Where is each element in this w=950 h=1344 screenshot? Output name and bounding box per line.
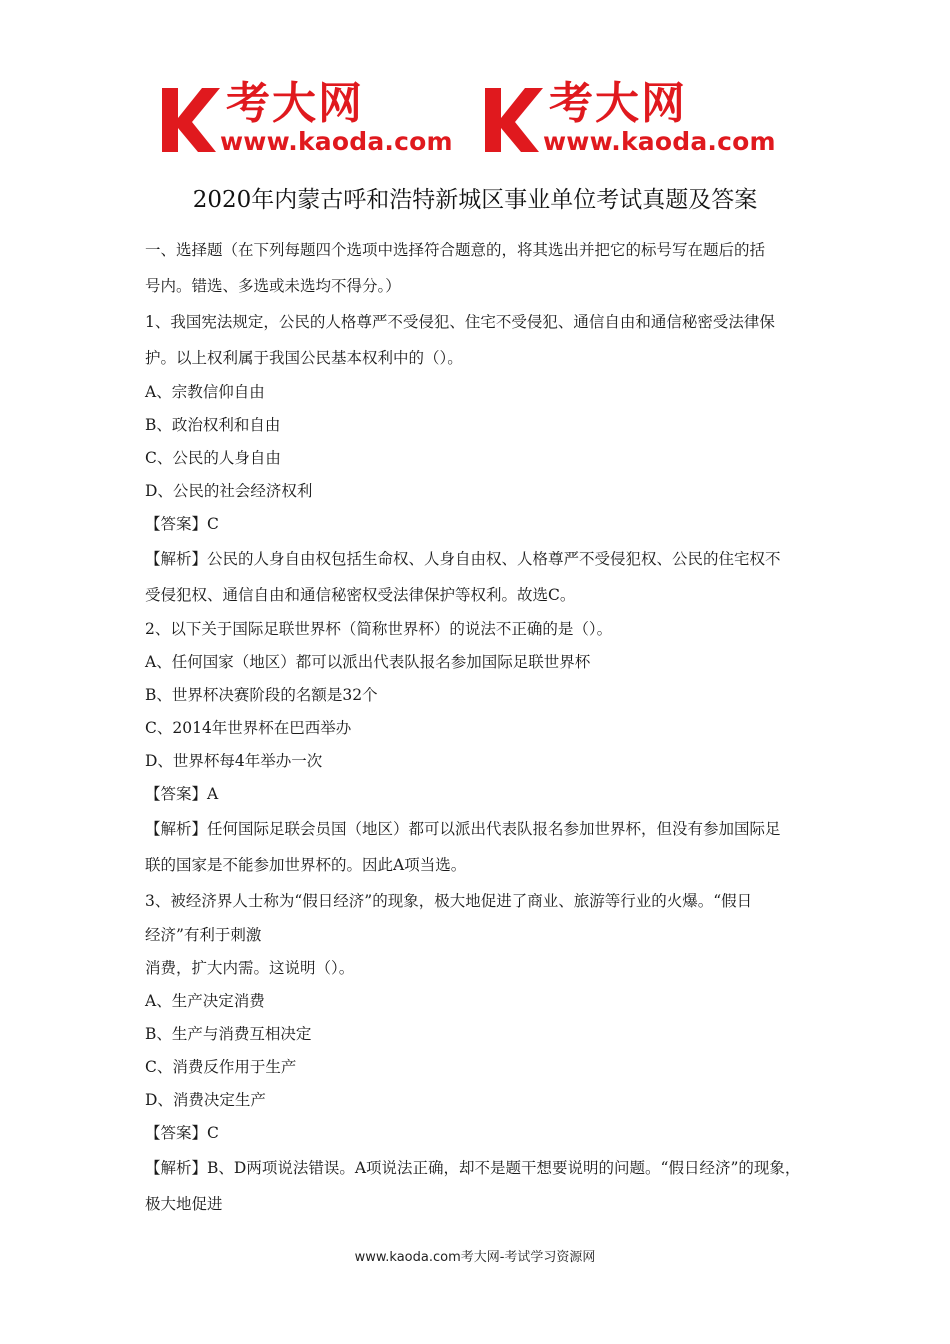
document-body bbox=[145, 232, 815, 1222]
question-2-option-d: D、世界杯每4年举办一次 bbox=[145, 752, 323, 770]
question-1-option-d: D、公民的社会经济权利 bbox=[145, 482, 313, 500]
header-logos bbox=[158, 78, 798, 160]
logo-url-text: www.kaoda.com bbox=[543, 127, 776, 156]
question-3-text: 3、被经济界人士称为“假日经济”的现象，极大地促进了商业、旅游等行业的火爆。“假日 bbox=[145, 892, 753, 910]
question-1-answer: 【答案】C bbox=[145, 515, 219, 533]
question-3-option-a: A、生产决定消费 bbox=[145, 992, 265, 1010]
question-3-explanation: 极大地促进 bbox=[145, 1195, 223, 1213]
question-1-option-b: B、政治权利和自由 bbox=[145, 416, 281, 434]
question-2-explanation: 【解析】任何国际足联会员国（地区）都可以派出代表队报名参加世界杯，但没有参加国际足 bbox=[145, 820, 781, 838]
page-footer: www.kaoda.com考大网-考试学习资源网 bbox=[354, 1250, 596, 1265]
question-1-explanation: 受侵犯权、通信自由和通信秘密权受法律保护等权利。故选C。 bbox=[145, 586, 576, 604]
question-2-answer: 【答案】A bbox=[145, 785, 219, 803]
k-logo-icon bbox=[481, 78, 547, 160]
document-title: 2020年内蒙古呼和浩特新城区事业单位考试真题及答案 bbox=[192, 187, 758, 213]
logo-chinese-text: 考大网 bbox=[226, 78, 364, 129]
kaoda-logo bbox=[158, 78, 475, 160]
logo-chinese-text: 考大网 bbox=[549, 78, 687, 129]
logo-url-text: www.kaoda.com bbox=[220, 127, 453, 156]
question-2-option-b: B、世界杯决赛阶段的名额是32个 bbox=[145, 686, 378, 704]
instruction-line: 号内。错选、多选或未选均不得分。） bbox=[145, 277, 401, 295]
question-3-option-d: D、消费决定生产 bbox=[145, 1091, 266, 1109]
question-1-text: 1、我国宪法规定，公民的人格尊严不受侵犯、住宅不受侵犯、通信自由和通信秘密受法律保 bbox=[145, 313, 775, 331]
kaoda-logo bbox=[481, 78, 798, 160]
question-1-option-c: C、公民的人身自由 bbox=[145, 449, 281, 467]
question-3-option-b: B、生产与消费互相决定 bbox=[145, 1025, 312, 1043]
question-2-text: 2、以下关于国际足联世界杯（简称世界杯）的说法不正确的是（）。 bbox=[145, 620, 613, 638]
question-3-answer: 【答案】C bbox=[145, 1124, 219, 1142]
question-3-text: 消费，扩大内需。这说明（）。 bbox=[145, 959, 355, 977]
instruction-line: 一、选择题（在下列每题四个选项中选择符合题意的，将其选出并把它的标号写在题后的括 bbox=[145, 241, 766, 259]
question-3-text: 经济”有利于刺激 bbox=[145, 926, 262, 944]
question-1-option-a: A、宗教信仰自由 bbox=[145, 383, 265, 401]
question-2-option-a: A、任何国家（地区）都可以派出代表队报名参加国际足联世界杯 bbox=[145, 653, 591, 671]
question-3-option-c: C、消费反作用于生产 bbox=[145, 1058, 297, 1076]
question-1-text: 护。以上权利属于我国公民基本权利中的（）。 bbox=[145, 349, 463, 367]
question-3-explanation: 【解析】B、D两项说法错误。A项说法正确，却不是题干想要说明的问题。“假日经济”的现象， bbox=[145, 1159, 801, 1177]
question-2-explanation: 联的国家是不能参加世界杯的。因此A项当选。 bbox=[145, 856, 467, 874]
question-1-explanation: 【解析】公民的人身自由权包括生命权、人身自由权、人格尊严不受侵犯权、公民的住宅权不 bbox=[145, 550, 781, 568]
question-2-option-c: C、2014年世界杯在巴西举办 bbox=[145, 719, 352, 737]
k-logo-icon bbox=[158, 78, 224, 160]
